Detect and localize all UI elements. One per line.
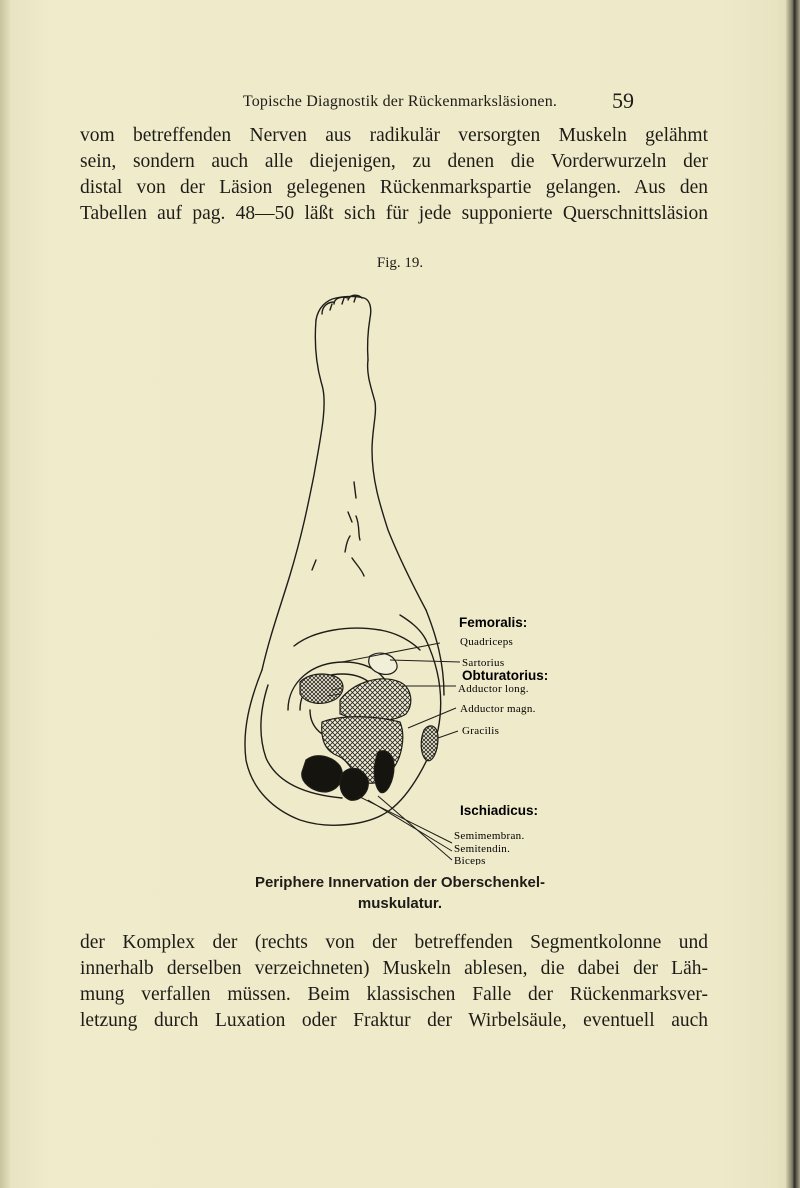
- text-line: innerhalb derselben verzeichneten) Muskeln ablesen, die dabei der Läh-: [80, 958, 708, 979]
- figure-thigh-innervation: [230, 290, 590, 870]
- label-adductor-long: Adductor long.: [458, 683, 529, 695]
- page-right-edge: [786, 0, 800, 1188]
- figure-label: Fig. 19.: [376, 255, 424, 271]
- label-semitendin: Semitendin.: [454, 843, 511, 855]
- gracilis-shape: [421, 726, 438, 761]
- semimembranosus-solid: [302, 756, 343, 792]
- paragraph-top: [80, 123, 708, 227]
- caption-line: muskulatur.: [357, 895, 443, 912]
- text-line: sein, sondern auch alle diejenigen, zu denen die Vorderwurzeln der: [80, 151, 708, 172]
- label-biceps: Biceps: [454, 855, 486, 865]
- page-number: 59: [612, 88, 634, 113]
- label-ischiadicus: Ischiadicus:: [460, 803, 539, 818]
- page-left-edge: [0, 0, 10, 1188]
- biceps-solid: [374, 751, 394, 793]
- label-semimembran: Semimembran.: [454, 830, 525, 842]
- label-sartorius: Sartorius: [462, 657, 505, 669]
- label-adductor-magn: Adductor magn.: [460, 703, 536, 715]
- label-gracilis: Gracilis: [462, 725, 500, 737]
- text-line: vom betreffenden Nerven aus radikulär versorgten Muskeln gelähmt: [80, 125, 708, 146]
- adductor-long-hatched: [340, 679, 411, 721]
- caption-line: Periphere Innervation der Oberschenkel-: [254, 874, 546, 891]
- text-line: mung verfallen müssen. Beim klassischen Falle der Rückenmarksver-: [80, 984, 708, 1005]
- running-title: Topische Diagnostik der Rückenmarksläsionen.: [242, 93, 558, 110]
- label-femoralis: Femoralis:: [459, 615, 528, 630]
- text-line: Tabellen auf pag. 48—50 läßt sich für jede supponierte Querschnittsläsion: [80, 203, 708, 224]
- figure-drawing: [230, 290, 590, 865]
- text-line: distal von der Läsion gelegenen Rückenmarkspartie gelangen. Aus den: [80, 177, 708, 198]
- semitendinosus-solid: [340, 768, 368, 800]
- text-line: der Komplex der (rechts von der betreffenden Segmentkolonne und: [80, 932, 708, 953]
- leg-outline-left: [262, 320, 324, 670]
- label-quadriceps: Quadriceps: [460, 636, 514, 648]
- paragraph-bottom: [80, 930, 708, 1034]
- label-obturatorius: Obturatorius:: [462, 668, 549, 683]
- figure-caption: [0, 872, 800, 914]
- leg-outline-right: [368, 360, 426, 610]
- text-line: letzung durch Luxation oder Fraktur der Wirbelsäule, eventuell auch: [80, 1010, 708, 1031]
